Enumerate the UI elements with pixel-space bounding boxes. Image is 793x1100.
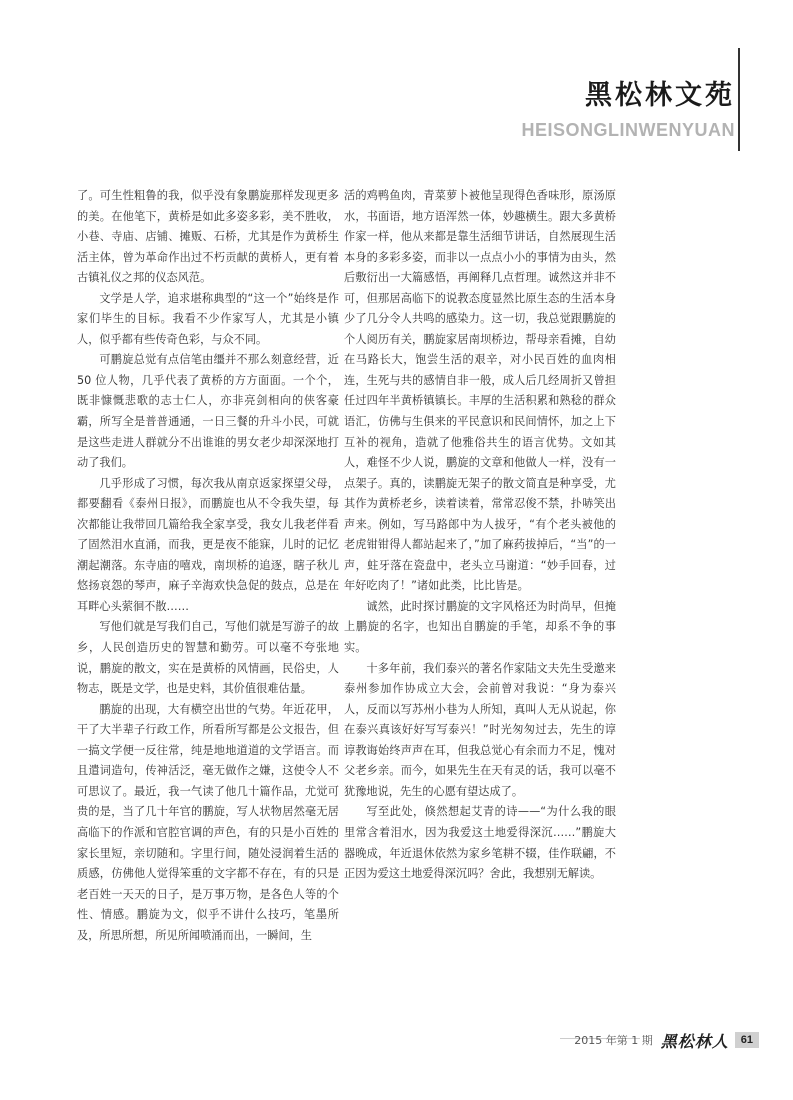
paragraph: 几乎形成了习惯，每次我从南京返家探望父母，都要翻看《泰州日报》，而鹏旋也从不令我失望，每次都能让我带回几篇给我全家享受，我女儿我老伴看了固然泪水直涌，而我，更是夜不能寐，儿时的记忆潮起潮落。东寺庙的嘻戏，南坝桥的追逐，瞎子秋儿悠扬哀怨的琴声，麻子辛海欢快急促的鼓点，总是在耳畔心头萦徊不散…… bbox=[77, 476, 339, 613]
section-title: 黑松林文苑 bbox=[585, 80, 735, 111]
paragraph: 诚然，此时探讨鹏旋的文字风格还为时尚早，但掩上鹏旋的名字，也知出自鹏旋的手笔，却系不争的事实。 bbox=[344, 599, 616, 655]
masthead-divider bbox=[738, 48, 740, 151]
page-footer bbox=[574, 1030, 759, 1050]
page-number: 61 bbox=[735, 1032, 759, 1048]
masthead bbox=[521, 80, 735, 141]
paragraph: 活的鸡鸭鱼肉，青菜萝卜被他呈现得色香味形，原汤原水，书面语，地方语浑然一体，妙趣横生。跟大多黄桥作家一样，他从来都是靠生活细节讲话，自然展现生活本身的多彩多姿，而非以一点点小小的事情为由头，然后敷衍出一大篇感悟，再阐释几点哲理。诚然这并非不可，但那居高临下的说教态度显然比原生态的生活本身少了几分令人共鸣的感染力。这一切，我总觉跟鹏旋的个人阅历有关，鹏旋家居南坝桥边，帮母亲看摊，自幼在马路长大，饱尝生活的艰辛，对小民百姓的血肉相连，生死与共的感情自非一般，成人后几经周折又曾担任过四年半黄桥镇镇长。丰厚的生活积累和熟稔的群众语汇，仿佛与生俱来的平民意识和民间情怀，加之上下互补的视角，造就了他雅俗共生的语言优势。文如其人，难怪不少人说，鹏旋的文章和他做人一样，没有一点架子。真的，读鹏旋无架子的散文简直是种享受，尤其作为黄桥老乡，读着读着，常常忍俊不禁，扑哧笑出声来。例如，写马路郎中为人拔牙，“有个老头被他的老虎钳钳得人都站起来了，”加了麻药拔掉后，“当”的一声，蛀牙落在瓷盘中，老头立马谢道：“妙手回春，过年好吃肉了！”诸如此类，比比皆是。 bbox=[344, 189, 616, 593]
paragraph: 文学是人学，追求堪称典型的“这一个”始终是作家们毕生的目标。我看不少作家写人，尤其是小镇人，似乎都有些传奇色彩，与众不同。 bbox=[77, 291, 339, 346]
paragraph: 鹏旋的出现，大有横空出世的气势。年近花甲，干了大半辈子行政工作，所看所写都是公文报告，但一搞文学便一反往常，纯是地地道道的文学语言。而且遣词造句，传神活泛，毫无做作之嫌，这使令人不可思议了。最近，我一气读了他几十篇作品，尤觉可贵的是，当了几十年官的鹏旋，写人状物居然毫无居高临下的作派和官腔官调的声色，有的只是小百姓的家长里短，亲切随和。字里行间，随处浸润着生活的质感，仿佛他人觉得笨重的文字都不存在，有的只是老百姓一天天的日子，是万事万物，是各色人等的个性、情感。鹏旋为文，似乎不讲什么技巧，笔墨所及，所思所想，所见所闻喷涌而出，一瞬间，生 bbox=[77, 702, 339, 942]
paragraph: 写至此处，倏然想起艾青的诗——“为什么我的眼里常含着泪水，因为我爱这土地爱得深沉……”鹏旋大器晚成，年近退休依然为家乡笔耕不辍，佳作联翩，不正因为爱这土地爱得深沉吗？舍此，我想别无解读。 bbox=[344, 805, 616, 881]
paragraph: 了。可生性粗鲁的我，似乎没有象鹏旋那样发现更多的美。在他笔下，黄桥是如此多姿多彩，美不胜收，小巷、寺庙、店铺、摊贩、石桥，尤其是作为黄桥生活主体，曾为革命作出过不朽贡献的黄桥人，更有着古镇礼仪之邦的仪态风范。 bbox=[77, 189, 339, 285]
issue-label: 2015 年第 1 期 bbox=[574, 1034, 653, 1047]
right-column bbox=[344, 186, 616, 885]
section-subtitle: HEISONGLINWENYUAN bbox=[521, 120, 735, 140]
left-column bbox=[77, 186, 339, 946]
magazine-logo: 黑松林人 bbox=[660, 1031, 729, 1051]
paragraph: 写他们就是写我们自己，写他们就是写游子的故乡，人民创造历史的智慧和勤劳。可以毫不夸张地说，鹏旋的散文，实在是黄桥的风情画，民俗史，人物志，既是文学，也是史料，其价值很难估量。 bbox=[77, 620, 339, 696]
paragraph: 十多年前，我们泰兴的著名作家陆文夫先生受邀来泰州参加作协成立大会，会前曾对我说：“身为泰兴人，反而以写苏州小巷为人所知，真叫人无从说起，你在泰兴真该好好写写泰兴！”时光匆匆过去，先生的谆谆教诲始终声声在耳，但我总觉心有余而力不足，愧对父老乡亲。而今，如果先生在天有灵的话，我可以毫不犹豫地说，先生的心愿有望达成了。 bbox=[344, 661, 616, 798]
paragraph: 可鹏旋总觉有点信笔由缰并不那么刻意经营，近 50 位人物，几乎代表了黄桥的方方面面。一个个，既非慷慨悲歌的志士仁人，亦非亮剑相向的侠客豪霸，所写全是普普通通，一日三餐的升斗小民，可就是这些走进人群就分不出谁谁的男女老少却深深地打动了我们。 bbox=[77, 353, 339, 470]
